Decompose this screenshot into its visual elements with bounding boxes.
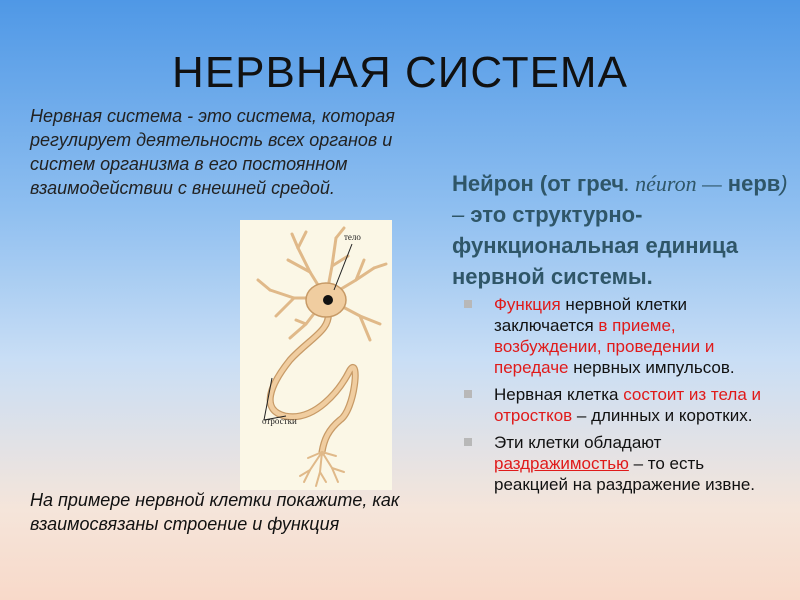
slide-title: НЕРВНАЯ СИСТЕМА — [172, 48, 628, 97]
neuron-def-part2: от греч — [547, 171, 625, 196]
task-text: На примере нервной клетки покажите, как взаимосвязаны строение и функция — [30, 490, 400, 534]
neuron-drawing — [240, 220, 392, 490]
bullet-2-seg-2: состоит из тела и отростков — [494, 385, 761, 425]
bullet-1-seg-3: в приеме, возбуждении, проведении и передаче — [494, 316, 715, 377]
neuron-illustration — [240, 220, 392, 490]
bullet-1-seg-4: нервных импульсов. — [568, 358, 735, 377]
neuron-definition — [452, 168, 800, 292]
label-processes: отростки — [262, 416, 297, 426]
bullet-marker-icon — [464, 390, 472, 398]
neuron-def-part3: . — [624, 171, 636, 196]
nervous-system-definition: Нервная система - это система, которая регулирует деятельность всех органов и систем организма в его постоянном взаимодействии с внешней средой. — [30, 106, 395, 198]
label-body: тело — [344, 232, 361, 242]
bullet-2-seg-3: – длинных и коротких. — [572, 406, 753, 425]
bullet-3-seg-1: Эти клетки обладают — [494, 433, 662, 452]
nucleus — [323, 295, 333, 305]
neuron-def-part4: нерв — [721, 171, 781, 196]
list-item — [462, 384, 782, 426]
neuron-def-part1: Нейрон ( — [452, 171, 548, 196]
axon — [270, 310, 355, 452]
bullet-marker-icon — [464, 300, 472, 308]
bullet-marker-icon — [464, 438, 472, 446]
neuron-def-greek: néuron — — [635, 171, 722, 196]
bullet-1-seg-2: нервной клетки заключается — [494, 295, 687, 335]
neuron-def-part6: это структурно-функциональная единица нервной системы. — [452, 202, 739, 289]
bullet-3-seg-2: раздражимостью — [494, 454, 629, 473]
bullet-2-seg-1: Нервная клетка — [494, 385, 624, 404]
axon-terminals — [300, 452, 344, 486]
neuron-def-part5: ) – — [452, 171, 788, 227]
bullet-1-seg-1: Функция — [494, 295, 561, 314]
bullet-3-seg-3: – то есть реакцией на раздражение извне. — [494, 454, 756, 494]
list-item — [462, 432, 782, 495]
neuron-facts-list — [462, 294, 782, 501]
list-item — [462, 294, 782, 378]
